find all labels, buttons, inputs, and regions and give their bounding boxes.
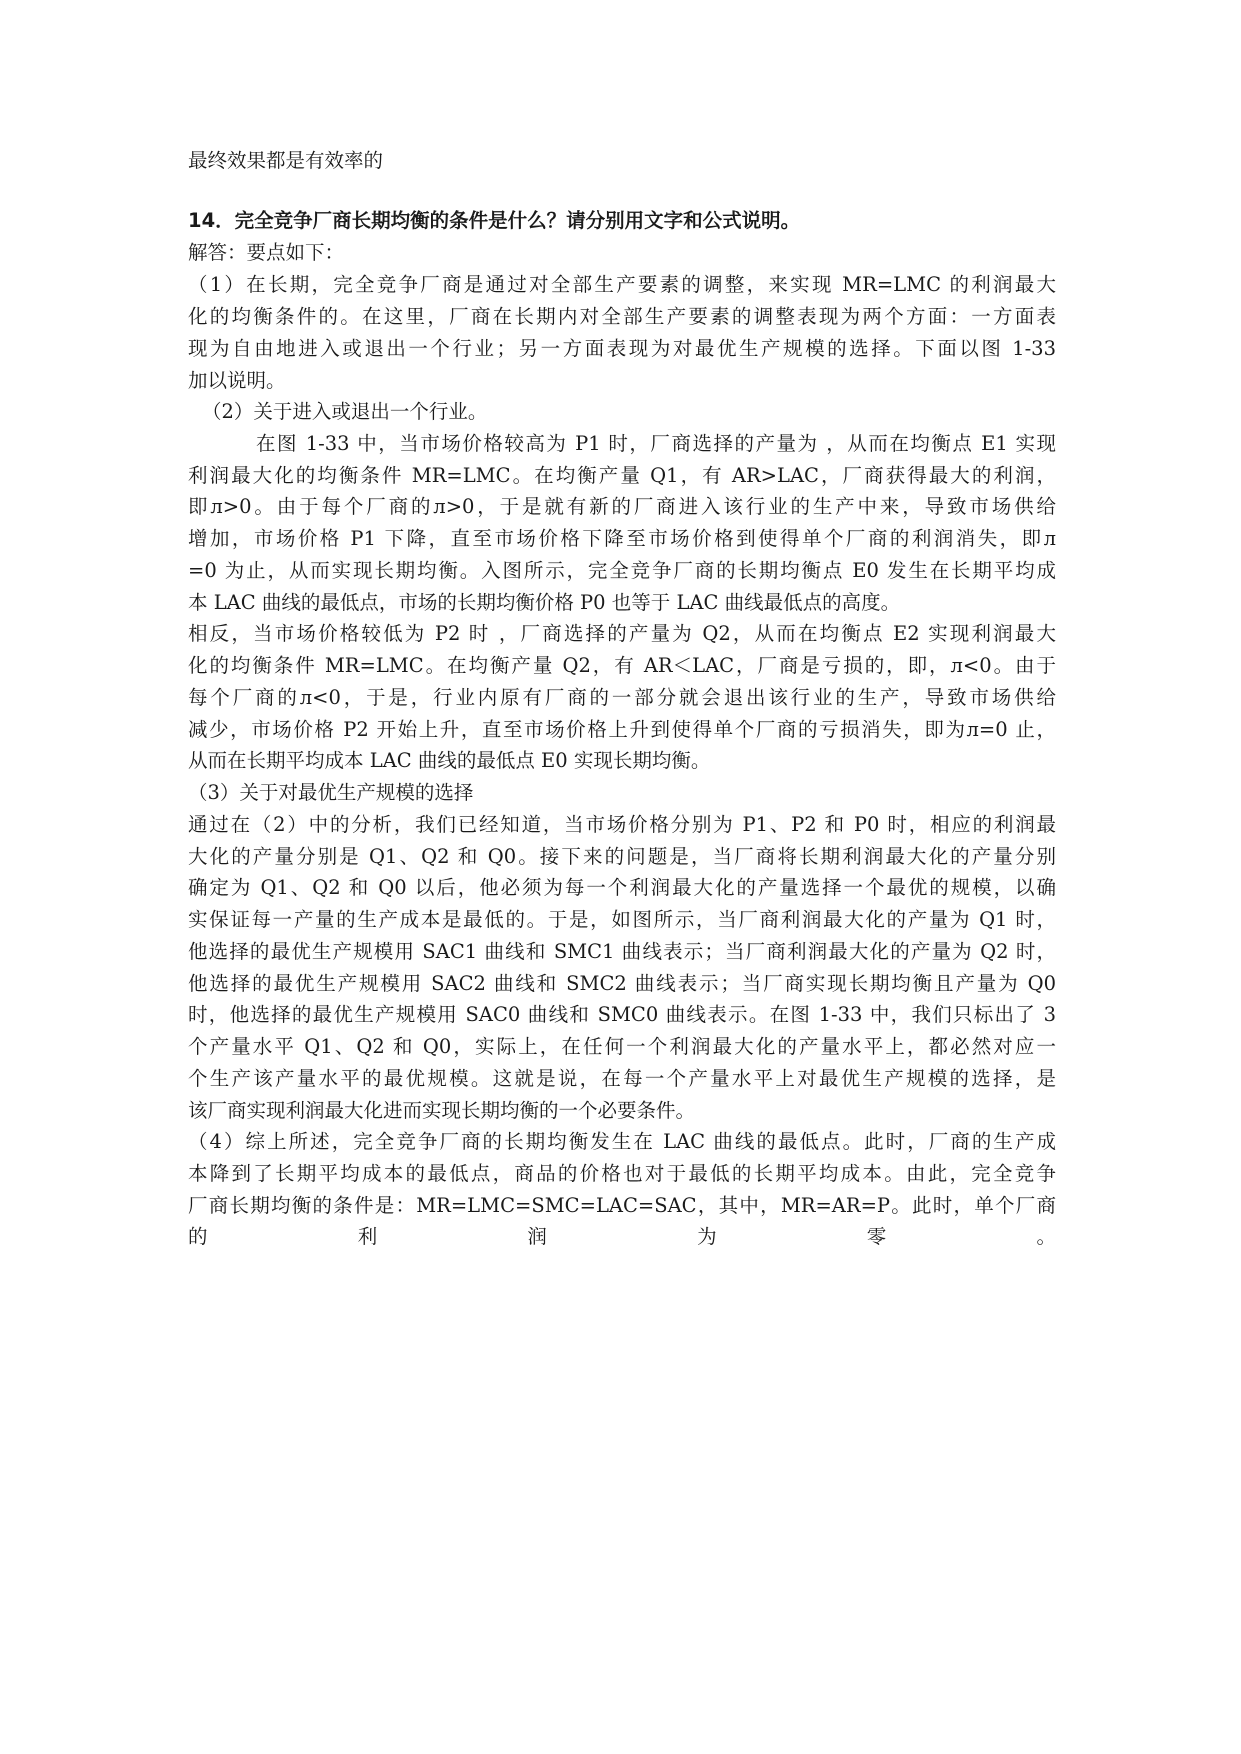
section-heading: （3）关于对最优生产规模的选择 xyxy=(188,781,474,804)
paragraph-line: 即л>0。由于每个厂商的л>0，于是就有新的厂商进入该行业的生产中来，导致市场供给 xyxy=(188,495,1056,518)
paragraph-line: 从而在长期平均成本 LAC 曲线的最低点 E0 实现长期均衡。 xyxy=(188,749,711,772)
paragraph-line: 增加，市场价格 P1 下降，直至市场价格下降至市场价格到使得单个厂商的利润消失，即л xyxy=(188,527,1056,550)
paragraph-line: 现为自由地进入或退出一个行业；另一方面表现为对最优生产规模的选择。下面以图 1-33 xyxy=(188,337,1056,360)
paragraph-line: 减少，市场价格 P2 开始上升，直至市场价格上升到使得单个厂商的亏损消失，即为л=0 止， xyxy=(188,718,1056,741)
paragraph-line: 的 利 润 为 零 。 xyxy=(188,1225,1056,1248)
question-title: 14．完全竞争厂商长期均衡的条件是什么？请分别用文字和公式说明。 xyxy=(188,209,801,232)
answer-intro: 解答：要点如下： xyxy=(188,241,345,264)
paragraph-line: 他选择的最优生产规模用 SAC1 曲线和 SMC1 曲线表示；当厂商利润最大化的产量为 Q2 时， xyxy=(188,940,1056,963)
paragraph-line: 本降到了长期平均成本的最低点，商品的价格也对于最低的长期平均成本。由此，完全竞争 xyxy=(188,1162,1056,1185)
paragraph-line: =0 为止，从而实现长期均衡。入图所示，完全竞争厂商的长期均衡点 E0 发生在长期平均成 xyxy=(188,559,1056,582)
paragraph-line: 厂商长期均衡的条件是：MR=LMC=SMC=LAC=SAC，其中，MR=AR=P。此时，单个厂商 xyxy=(188,1194,1056,1217)
paragraph-line: 利润最大化的均衡条件 MR=LMC。在均衡产量 Q1，有 AR>LAC，厂商获得最大的利润， xyxy=(188,464,1056,487)
paragraph-line: （1）在长期，完全竞争厂商是通过对全部生产要素的调整，来实现 MR=LMC 的利润最大 xyxy=(188,273,1056,296)
paragraph-line: 通过在（2）中的分析，我们已经知道，当市场价格分别为 P1、P2 和 P0 时，相应的利润最 xyxy=(188,813,1056,836)
paragraph-line: 实保证每一产量的生产成本是最低的。于是，如图所示，当厂商利润最大化的产量为 Q1 时， xyxy=(188,908,1056,931)
paragraph-line: 化的均衡条件 MR=LMC。在均衡产量 Q2，有 AR＜LAC，厂商是亏损的，即，л<0。由于 xyxy=(188,654,1056,677)
paragraph-line: 每个厂商的л<0，于是，行业内原有厂商的一部分就会退出该行业的生产，导致市场供给 xyxy=(188,686,1056,709)
paragraph-line: 大化的产量分别是 Q1、Q2 和 Q0。接下来的问题是，当厂商将长期利润最大化的产量分别 xyxy=(188,845,1056,868)
paragraph-line: 本 LAC 曲线的最低点，市场的长期均衡价格 P0 也等于 LAC 曲线最低点的高度。 xyxy=(188,591,901,614)
paragraph-line: 时，他选择的最优生产规模用 SAC0 曲线和 SMC0 曲线表示。在图 1-33 中，我们只标出了 3 xyxy=(188,1003,1056,1026)
paragraph-line: 他选择的最优生产规模用 SAC2 曲线和 SMC2 曲线表示；当厂商实现长期均衡且产量为 Q0 xyxy=(188,972,1056,995)
paragraph-line: 该厂商实现利润最大化进而实现长期均衡的一个必要条件。 xyxy=(188,1099,696,1122)
paragraph-line: 个生产该产量水平的最优规模。这就是说，在每一个产量水平上对最优生产规模的选择，是 xyxy=(188,1067,1056,1090)
paragraph-line: （4）综上所述，完全竞争厂商的长期均衡发生在 LAC 曲线的最低点。此时，厂商的生产成 xyxy=(188,1130,1056,1153)
section-heading: （2）关于进入或退出一个行业。 xyxy=(202,400,488,423)
paragraph-line: 相反，当市场价格较低为 P2 时 ，厂商选择的产量为 Q2，从而在均衡点 E2 实现利润最大 xyxy=(188,622,1056,645)
paragraph-line: 个产量水平 Q1、Q2 和 Q0，实际上，在任何一个利润最大化的产量水平上，都必然对应一 xyxy=(188,1035,1056,1058)
paragraph-line: 在图 1-33 中，当市场价格较高为 P1 时，厂商选择的产量为 ，从而在均衡点 E1 实现 xyxy=(256,432,1056,455)
paragraph-line: 化的均衡条件的。在这里，厂商在长期内对全部生产要素的调整表现为两个方面：一方面表 xyxy=(188,305,1056,328)
paragraph-line: 加以说明。 xyxy=(188,369,286,392)
paragraph-line: 确定为 Q1、Q2 和 Q0 以后，他必须为每一个利润最大化的产量选择一个最优的规模，以确 xyxy=(188,876,1056,899)
top-line: 最终效果都是有效率的 xyxy=(188,149,384,172)
